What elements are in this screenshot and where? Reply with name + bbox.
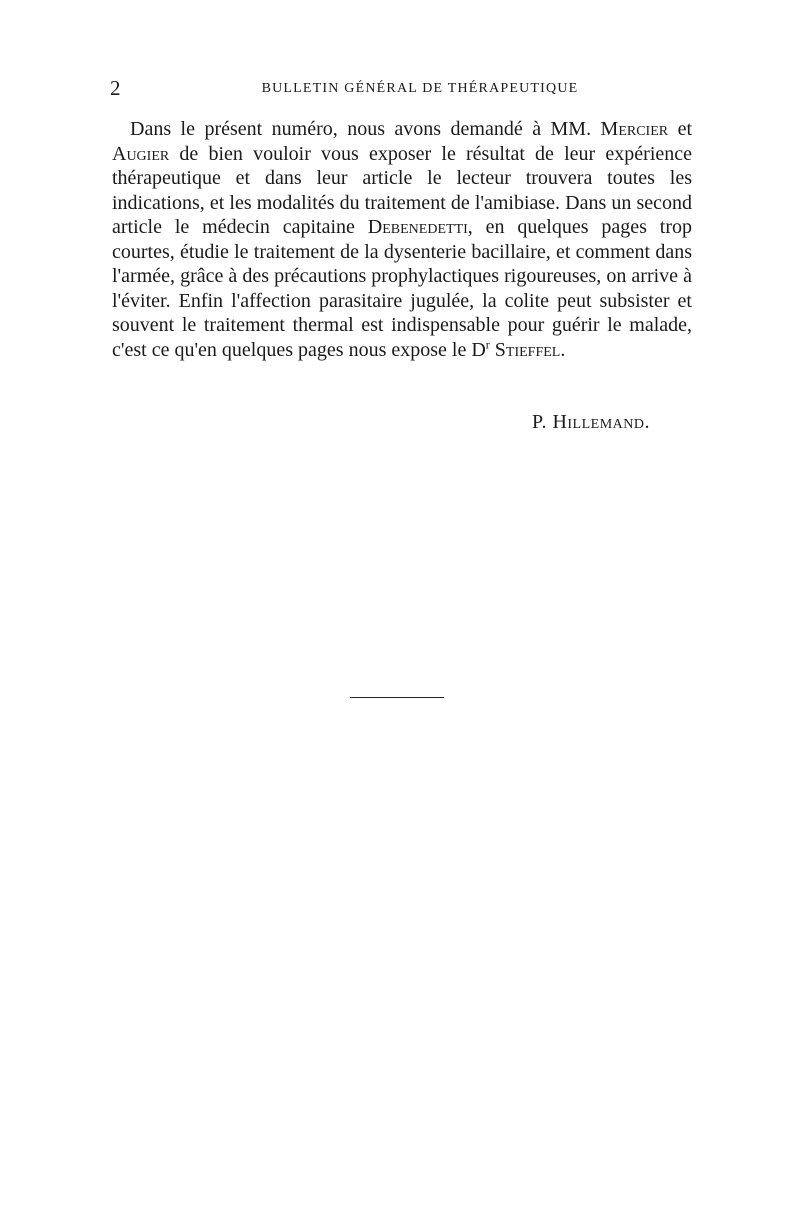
paragraph: [112, 117, 692, 362]
text-segment: , en quelques pages trop courtes, étudie le traitement de la dysenterie bacillaire, et comment dans l'armée, grâce à des précautions prophylactiques rigoureuses, on arrive à l'éviter. Enfin l'affection parasitaire jugulée, la colite peut subsister et souvent le traitement thermal est indispensable pour guérir le malade, c'est ce qu'en quelques pages nous expose le: [112, 216, 692, 361]
text-segment: et: [668, 118, 692, 140]
text-segment: .: [560, 338, 566, 361]
author-name-augier: Augier: [112, 142, 170, 165]
author-name-mercier: Mercier: [600, 118, 669, 140]
text-segment: Dans le présent numéro, nous avons demandé à MM.: [130, 118, 601, 140]
end-rule: [350, 697, 444, 698]
running-title: BULLETIN GÉNÉRAL DE THÉRAPEUTIQUE: [261, 81, 579, 96]
page-number: 2: [110, 76, 121, 100]
text-segment: de bien vouloir vous exposer le résultat de leur expérience thérapeutique et dans leur article le lecteur trouvera toutes les indications, et les modalités du traitement de l'amibiase. Dans un second article le médecin capitaine: [112, 142, 692, 238]
signature-initial: P.: [532, 411, 553, 433]
doctor-abbrev-sup: r: [485, 336, 490, 351]
doctor-abbrev: D: [471, 338, 486, 361]
author-name-stieffel: Stieffel: [494, 338, 561, 361]
signature-end: .: [644, 411, 650, 433]
signature-surname: Hillemand: [552, 411, 645, 433]
author-name-debenedetti: Debenedetti: [367, 216, 468, 238]
article-body: [112, 117, 692, 362]
signature: [532, 410, 650, 434]
